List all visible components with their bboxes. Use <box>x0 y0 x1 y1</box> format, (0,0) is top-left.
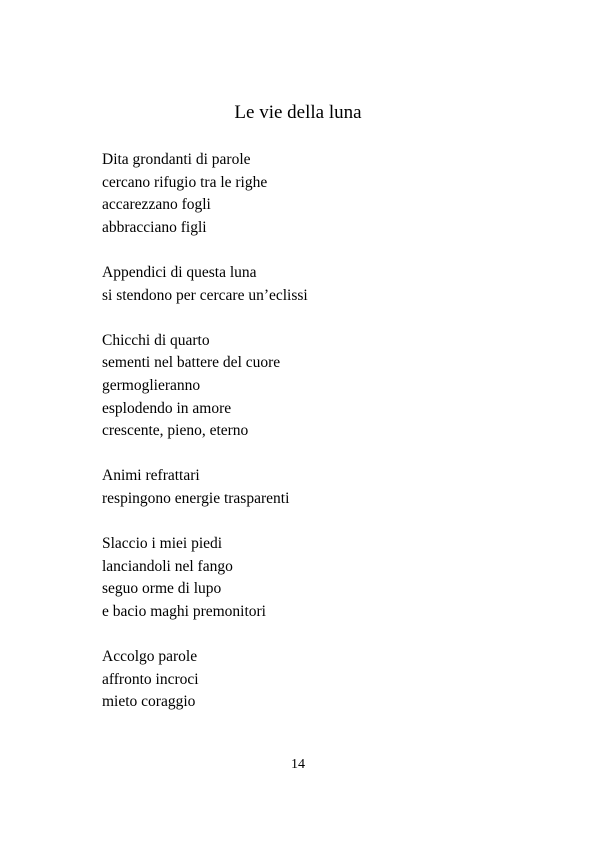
poem-line: sementi nel battere del cuore <box>102 354 281 372</box>
poem-line: crescente, pieno, eterno <box>102 422 249 440</box>
poem-line: seguo orme di lupo <box>102 580 222 598</box>
poem-line: lanciandoli nel fango <box>102 557 233 575</box>
poem-body <box>102 149 522 736</box>
poem-line: Chicchi di quarto <box>102 331 210 349</box>
poem-line: Slaccio i miei piedi <box>102 535 223 553</box>
poem-line: mieto coraggio <box>102 693 196 711</box>
stanza-5 <box>102 533 522 623</box>
poem-line: Dita grondanti di parole <box>102 151 251 168</box>
stanza-2 <box>102 262 522 307</box>
poem-line: Appendici di questa luna <box>102 263 257 281</box>
poem-line: esplodendo in amore <box>102 399 232 417</box>
poem-line: respingono energie trasparenti <box>102 489 290 507</box>
poem-line: abbracciano figli <box>102 218 207 236</box>
stanza-3 <box>102 330 522 443</box>
stanza-6 <box>102 646 522 714</box>
poem-line: e bacio maghi premonitori <box>102 602 266 620</box>
poem-line: si stendono per cercare un’eclissi <box>102 286 308 304</box>
stanza-4 <box>102 465 522 510</box>
poem-line: affronto incroci <box>102 670 199 688</box>
poem-title: Le vie della luna <box>234 102 362 123</box>
poem-line: Accolgo parole <box>102 648 198 666</box>
poem-line: cercano rifugio tra le righe <box>102 173 268 191</box>
stanza-1 <box>102 149 522 239</box>
poem-line: accarezzano fogli <box>102 196 211 214</box>
poem-line: Animi refrattari <box>102 467 200 485</box>
page-number: 14 <box>291 757 305 772</box>
poem-line: germoglieranno <box>102 376 201 394</box>
